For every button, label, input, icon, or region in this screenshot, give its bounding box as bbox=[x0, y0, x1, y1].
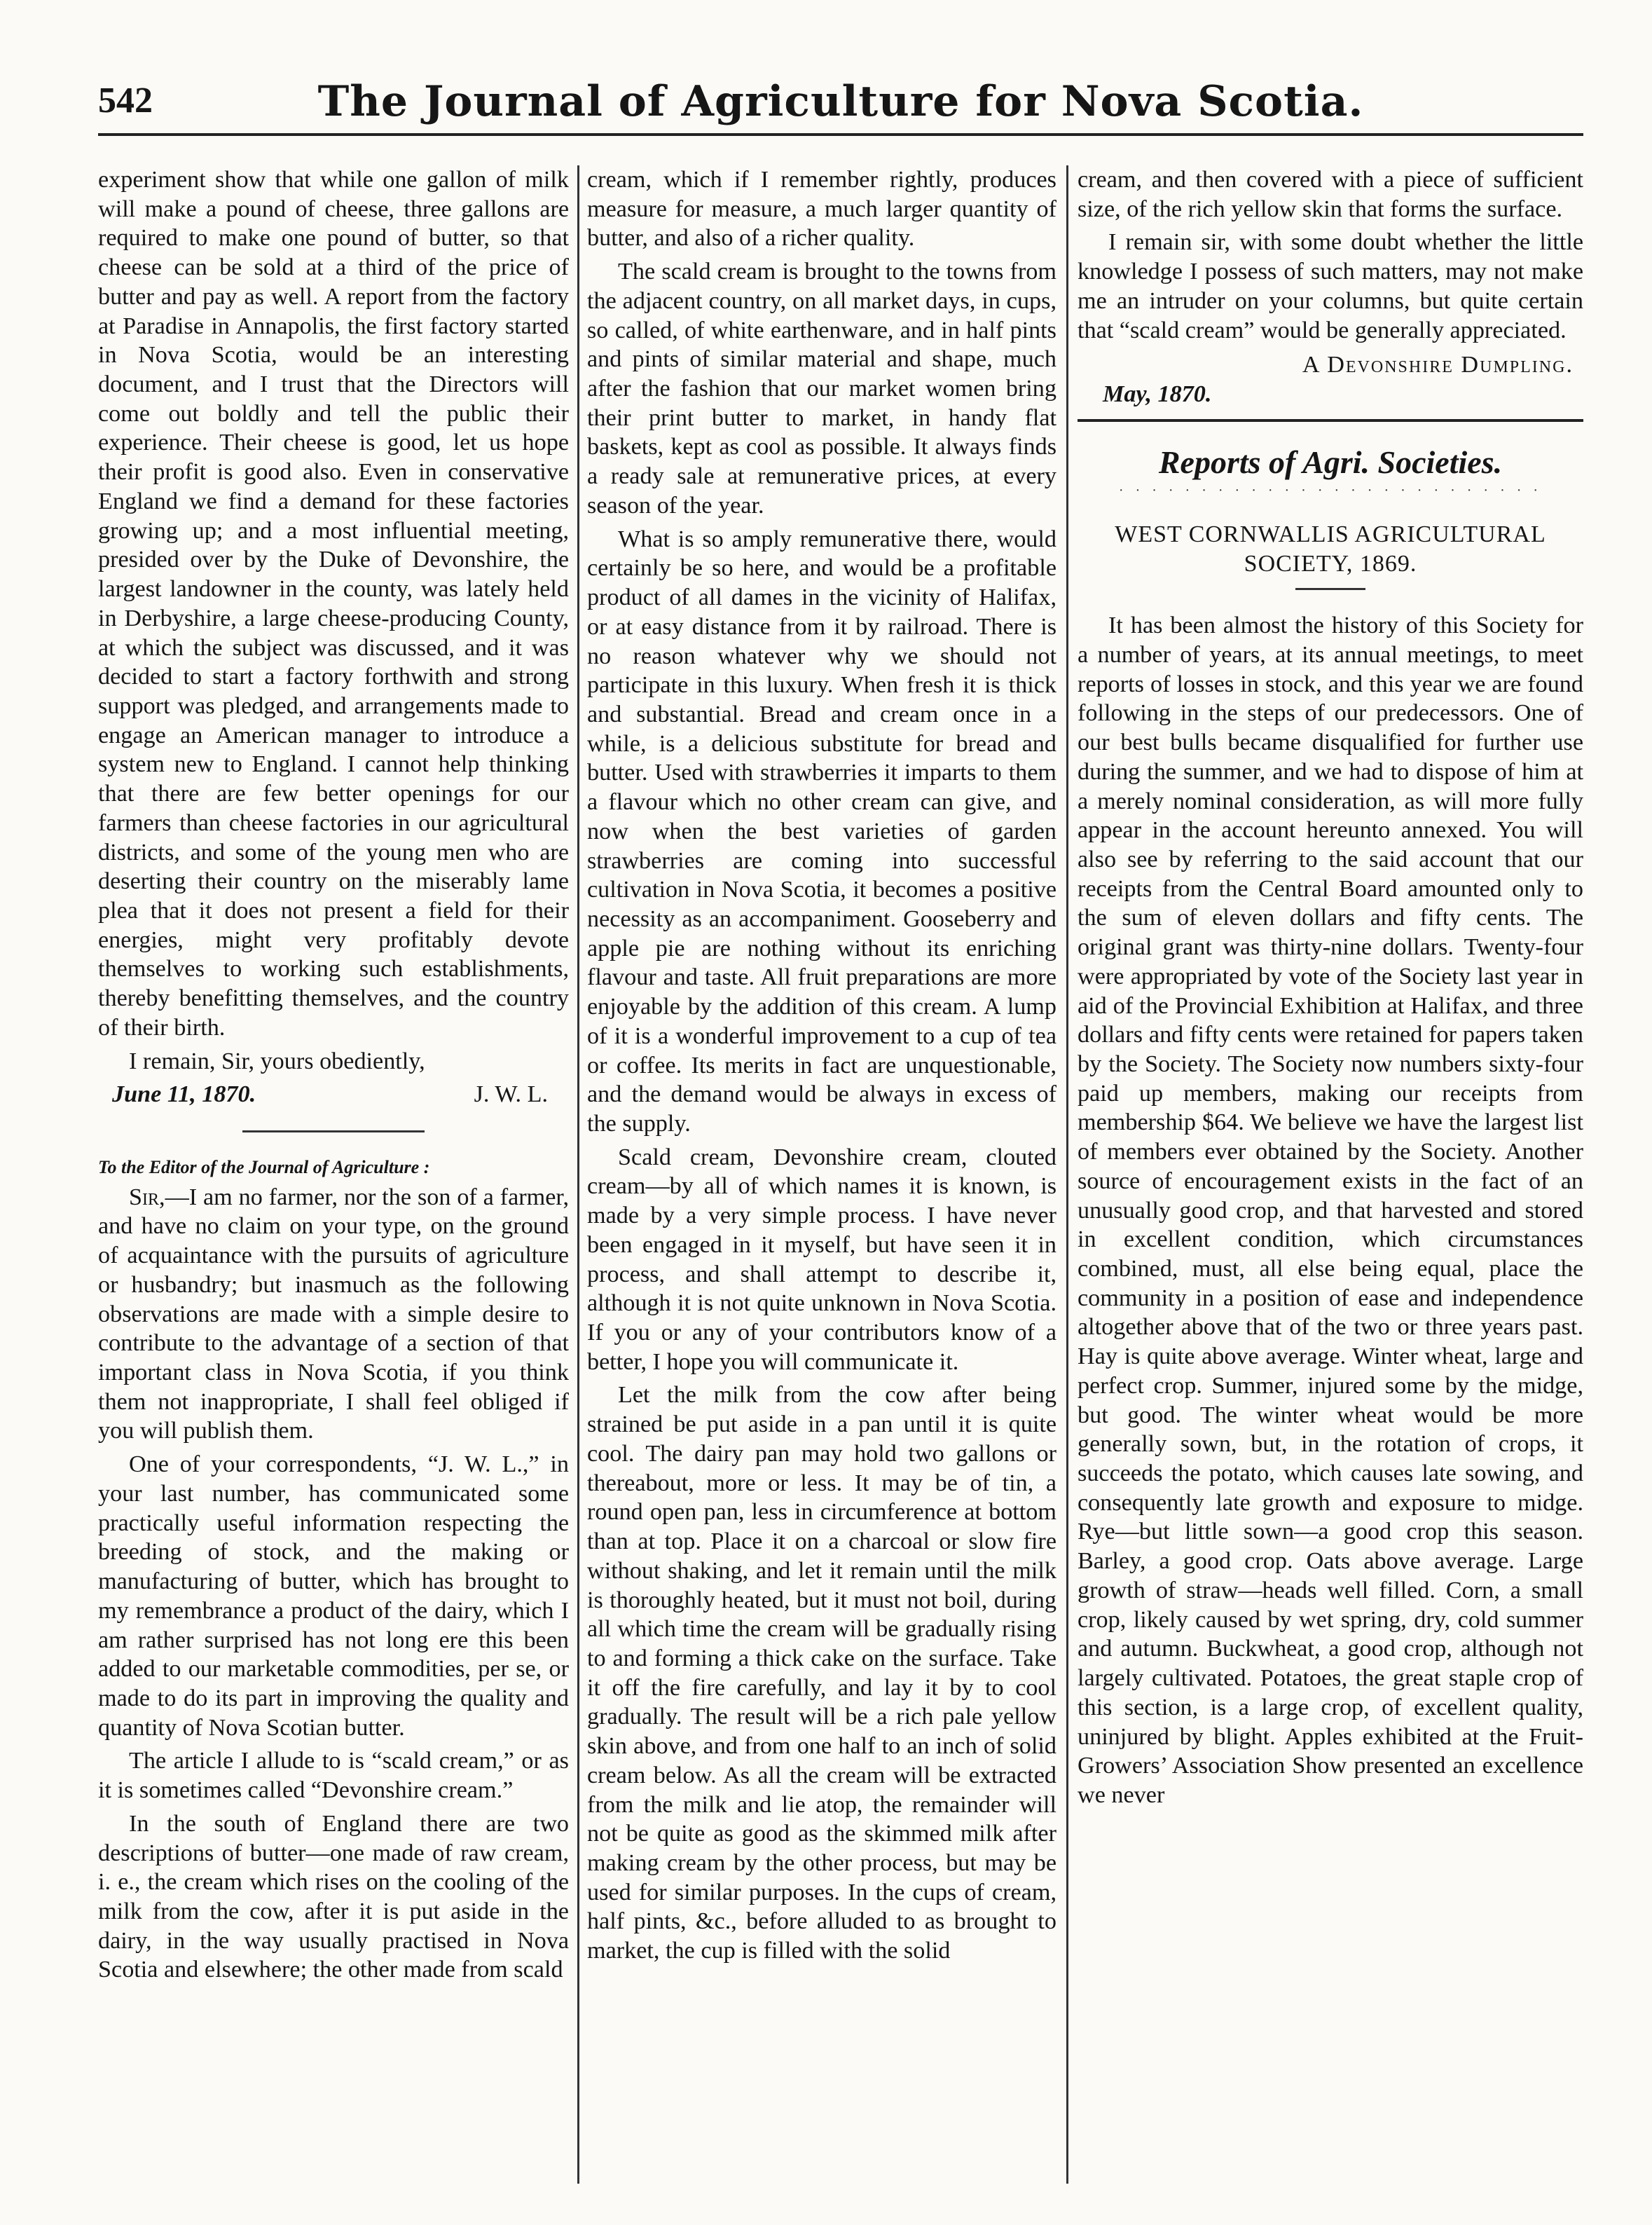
column-divider bbox=[1066, 165, 1068, 2184]
journal-title: The Journal of Agriculture for Nova Scotia. bbox=[317, 77, 1364, 126]
paragraph: cream, which if I remember rightly, produces measure for measure, a much larger quantity of butter, and also of a richer quality. bbox=[587, 167, 1056, 252]
paragraph: What is so amply remunerative there, would certainly be so here, and would be a profitable product of all dames in the vicinity of Halifax, or at easy distance from it by railroad. There is no reason whatever why we should not participate in this luxury. When fresh it is thick and substantial. Bread and cream once in a while, is a delicious substitute for bread and butter. Used with strawberries it imparts to them a flavour which no other cream can give, and now when the best varieties of garden strawberries are coming into successful cultivation in Nova Scotia, it becomes a positive necessity as an accompaniment. Gooseberry and apple pie are nothing without its enriching flavour and taste. All fruit preparations are more enjoyable by the addition of this cream. A lump of it is a wonderful improvement to a cup of tea or coffee. Its merits in fact are unquestionable, and the demand would be always in excess of the supply. bbox=[587, 526, 1056, 1137]
header-rule bbox=[98, 133, 1583, 136]
page-header bbox=[98, 73, 1583, 136]
paragraph: The scald cream is brought to the towns from the adjacent country, on all market days, in cups, so called, of white earthenware, and in half pints and pints of similar material and shape, much after the fashion that our market women bring their print butter to market, in handy flat baskets, kept as cool as possible. It always finds a ready sale at remunerative prices, at every season of the year. bbox=[587, 259, 1056, 519]
letter-initials: J. W. L. bbox=[474, 1081, 548, 1108]
section-rule bbox=[242, 1130, 425, 1132]
letter-date: May, 1870. bbox=[1103, 381, 1212, 408]
title-rule bbox=[1295, 588, 1365, 590]
paragraph-text: —I am no farmer, nor the son of a farmer, and have no claim on your type, on the ground of acquaintance with the pursuits of agriculture or husbandry; but inasmuch as the following observations are made with a simple desire to contribute to the advantage of a section of that important class in Nova Scotia, if you think them not inappropriate, I shall feel obliged if you will publish them. bbox=[98, 1184, 569, 1444]
column-2 bbox=[587, 165, 1056, 2184]
paragraph: Scald cream, Devonshire cream, clouted cream—by all of which names it is known, is made by a very simple process. I have never been engaged in it myself, but have seen it in process, and shall attempt to describe it, although it is not quite unknown in Nova Scotia. If you or any of your contributors know of a better, I hope you will communicate it. bbox=[587, 1144, 1056, 1375]
paragraph: In the south of England there are two descriptions of butter—one made of raw cream, i. e., the cream which rises on the cooling of the milk from the cow, after it is put aside in the dairy, in the way usually practised in Nova Scotia and elsewhere; the other made from scald bbox=[98, 1810, 569, 1983]
letter-date: June 11, 1870. bbox=[112, 1081, 256, 1108]
letter-closing: I remain, Sir, yours obediently, bbox=[129, 1048, 425, 1074]
column-1 bbox=[98, 165, 569, 2184]
column-divider bbox=[577, 165, 579, 2184]
section-rule bbox=[1078, 419, 1583, 422]
paragraph: experiment show that while one gallon of milk will make a pound of cheese, three gallons are required to make one pound of butter, so that cheese can be sold at a third of the price of butter and pay as well. A report from the factory at Paradise in Annapolis, the first factory started in Nova Scotia, would be an interesting document, and I trust that the Directors will come out boldly and tell the public their experience. Their cheese is good, let us hope their profit is good also. Even in conservative England we find a demand for these factories growing up; and a most influential meeting, presided over by the Duke of Devonshire, the largest landowner in the county, was lately held in Derbyshire, a large cheese-producing County, at which the subject was discussed, and it was decided to start a factory forthwith and strong support was pledged, and arrangements made to engage an American manager to introduce a system new to England. I cannot help thinking that there are few better openings for our farmers than cheese factories in our agricultural districts, and some of the young men who are deserting their country on the miserably lame plea that it does not present a field for their energies, might very profitably devote themselves to working such establishments, thereby benefitting themselves, and the country of their birth. bbox=[98, 167, 569, 1041]
paragraph: cream, and then covered with a piece of sufficient size, of the rich yellow skin that forms the surface. bbox=[1078, 167, 1583, 222]
paragraph: I remain sir, with some doubt whether the little knowledge I possess of such matters, may not make me an intruder on your columns, but quite certain that “scald cream” would be generally appreciated. bbox=[1078, 229, 1583, 343]
paragraph: One of your correspondents, “J. W. L.,” in your last number, has communicated some practically useful information respecting the breeding of stock, and the making or manufacturing of butter, which has brought to my remembrance a product of the dairy, which I am rather surprised has not long ere this been added to our marketable commodities, per se, or made to do its part in improving the quality and quantity of Nova Scotian butter. bbox=[98, 1451, 569, 1741]
paragraph bbox=[98, 1183, 569, 1446]
paragraph: The article I allude to is “scald cream,” or as it is sometimes called “Devonshire cream.” bbox=[98, 1748, 569, 1804]
to-editor-heading: To the Editor of the Journal of Agriculture : bbox=[98, 1157, 430, 1177]
page-number: 542 bbox=[98, 81, 153, 121]
paragraph: It has been almost the history of this Society for a number of years, at its annual meetings, to meet reports of losses in stock, and this year we are found following in the steps of our predecessors. One of our best bulls became disqualified for further use during the summer, and we had to dispose of him at a merely nominal consideration, as will more fully appear in the account hereunto annexed. You will also see by referring to the said account that our receipts from the Central Board amounted only to the sum of eleven dollars and fifty cents. The original grant was thirty-nine dollars. Twenty-four were appropriated by vote of the Society last year in aid of the Provincial Exhibition at Halifax, and three dollars and fifty cents were retained for papers taken by the Society. The Society now numbers sixty-four paid up members, making our receipts from membership $64. We believe we have the largest list of members ever obtained by the Society. Another source of encouragement exists in the fact of an unusually good crop, and that harvested and stored in excellent condition, which circumstances combined, must, all else being equal, place the community in a position of ease and independence altogether above that of the two or three years past. Hay is quite above average. Winter wheat, large and perfect crop. Summer, injured some by the midge, but good. The winter wheat would be more generally sown, but, in the rotation of crops, it succeeds the potato, which causes late sowing, and consequently late growth and exposure to midge. Rye—but little sown—a good crop this season. Barley, a good crop. Oats above average. Large growth of straw—heads well filled. Corn, a small crop, likely caused by wet spring, dry, cold summer and autumn. Buckwheat, a good crop, although not largely cultivated. Potatoes, the great staple crop of this section, is a large crop, of excellent quality, uninjured by blight. Apples exhibited at the Fruit-Growers’ Association Show presented an excellence we never bbox=[1078, 612, 1583, 1808]
letter-signature: A Devonshire Dumpling. bbox=[1302, 352, 1574, 378]
section-heading: Reports of Agri. Societies. bbox=[1158, 444, 1503, 480]
paragraph: Let the milk from the cow after being strained be put aside in a pan until it is quite cool. The dairy pan may hold two gallons or thereabout, more or less. It may be of tin, a round open pan, less in circumference at bottom than at top. Place it on a charcoal or slow fire without shaking, and let it remain until the milk is thoroughly heated, but it must not boil, during all which time the cream will be gradually rising to and forming a thick cake on the surface. Take it off the fire carefully, and lay it by to cool gradually. The result will be a rich pale yellow skin above, and from one half to an inch of solid cream below. As all the cream will be extracted from the milk and lie atop, the remainder will not be quite as good as the skimmed milk after making cream by the other process, but may be used for similar purposes. In the cups of cream, half pints, &c., before alluded to as brought to market, the cup is filled with the solid bbox=[587, 1382, 1056, 1964]
report-title: WEST CORNWALLIS AGRICULTURAL SOCIETY, 1869. bbox=[1115, 521, 1546, 577]
letter-signoff bbox=[112, 1080, 548, 1109]
column-3 bbox=[1078, 165, 1583, 2184]
salutation: Sir, bbox=[129, 1184, 165, 1210]
dotted-rule: · · · · · · · · · · · · · · · · · · · · · · · · · · bbox=[1118, 482, 1543, 498]
